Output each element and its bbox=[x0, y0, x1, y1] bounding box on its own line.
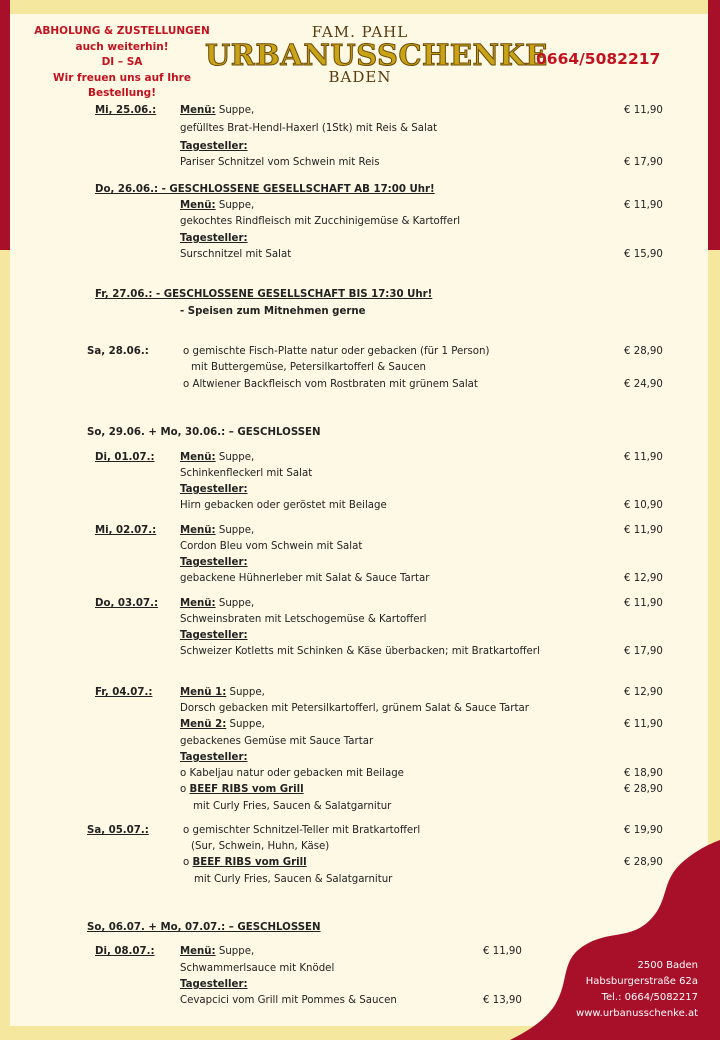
price: € 17,90 bbox=[624, 157, 663, 168]
price: € 11,90 bbox=[624, 200, 663, 211]
special-name: BEEF RIBS vom Grill bbox=[189, 784, 304, 795]
price: € 17,90 bbox=[624, 646, 663, 657]
special-item: o gemischte Fisch-Platte natur oder gebacken (für 1 Person) bbox=[183, 346, 490, 357]
price: € 15,90 bbox=[624, 249, 663, 260]
day-note: - Speisen zum Mitnehmen gerne bbox=[180, 306, 366, 317]
tagesteller-label: Tagesteller: bbox=[180, 630, 248, 641]
menu-label: Menü: bbox=[180, 105, 216, 116]
menu-soup: Suppe, bbox=[215, 525, 255, 536]
tagesteller-label: Tagesteller: bbox=[180, 557, 248, 568]
logo-family: FAM. PAHL bbox=[311, 23, 409, 41]
tagesteller-dish: Hirn gebacken oder geröstet mit Beilage bbox=[180, 500, 387, 511]
price: € 11,90 bbox=[624, 105, 663, 116]
tagesteller-label: Tagesteller: bbox=[180, 141, 248, 152]
tagesteller-dish bbox=[180, 783, 304, 796]
menu-soup: Suppe, bbox=[215, 105, 255, 116]
footer-website-link[interactable]: www.urbanusschenke.at bbox=[576, 1008, 698, 1019]
footer-street: Habsburgerstraße 62a bbox=[585, 976, 698, 987]
day-date: Fr, 27.06.: - GESCHLOSSENE GESELLSCHAFT BIS 17:30 Uhr! bbox=[95, 289, 433, 300]
price: € 24,90 bbox=[624, 379, 663, 390]
notice-line-3: DI – SA bbox=[101, 56, 143, 68]
tagesteller-dish: Schweizer Kotletts mit Schinken & Käse überbacken; mit Bratkartofferl bbox=[180, 646, 540, 657]
tagesteller-label: Tagesteller: bbox=[180, 979, 248, 990]
menu-dish: gebackenes Gemüse mit Sauce Tartar bbox=[180, 736, 374, 747]
menu-line bbox=[180, 597, 254, 610]
day-date: Di, 01.07.: bbox=[95, 452, 155, 463]
menu-label: Menü: bbox=[180, 598, 216, 609]
notice-line-1: ABHOLUNG & ZUSTELLUNGEN bbox=[34, 25, 210, 37]
menu-line bbox=[180, 718, 265, 731]
price: € 13,90 bbox=[483, 995, 522, 1006]
special-item bbox=[183, 856, 307, 869]
menu-label: Menü: bbox=[180, 525, 216, 536]
special-item-detail: (Sur, Schwein, Huhn, Käse) bbox=[191, 841, 330, 852]
corner-decoration-right bbox=[708, 0, 720, 250]
menu-soup: Suppe, bbox=[215, 598, 255, 609]
closed-notice: So, 06.07. + Mo, 07.07.: – GESCHLOSSEN bbox=[87, 922, 321, 933]
tagesteller-label: Tagesteller: bbox=[180, 752, 248, 763]
day-date: Do, 03.07.: bbox=[95, 598, 159, 609]
menu-line bbox=[180, 451, 254, 464]
menu-label: Menü: bbox=[180, 200, 216, 211]
special-item-detail: mit Buttergemüse, Petersilkartofferl & Saucen bbox=[191, 362, 426, 373]
special-item-detail: mit Curly Fries, Saucen & Salatgarnitur bbox=[193, 801, 392, 812]
footer-city: 2500 Baden bbox=[637, 960, 698, 971]
day-date: Sa, 05.07.: bbox=[87, 825, 149, 836]
logo-city: BADEN bbox=[328, 68, 392, 86]
tagesteller-dish: Surschnitzel mit Salat bbox=[180, 249, 292, 260]
contact-footer bbox=[576, 958, 698, 1022]
day-date: Mi, 25.06.: bbox=[95, 105, 157, 116]
price: € 28,90 bbox=[624, 346, 663, 357]
price: € 19,90 bbox=[624, 825, 663, 836]
tagesteller-dish: gebackene Hühnerleber mit Salat & Sauce Tartar bbox=[180, 573, 430, 584]
bullet: o bbox=[183, 857, 193, 868]
price: € 11,90 bbox=[483, 946, 522, 957]
logo-name: URBANUSSCHENKE bbox=[205, 38, 548, 72]
menu-soup: Suppe, bbox=[215, 946, 255, 957]
special-item-detail: mit Curly Fries, Saucen & Salatgarnitur bbox=[194, 874, 393, 885]
menu-soup: Suppe, bbox=[226, 687, 265, 698]
menu-soup: Suppe, bbox=[215, 200, 255, 211]
notice-line-4: Wir freuen uns auf Ihre Bestellung! bbox=[53, 71, 191, 99]
tagesteller-label: Tagesteller: bbox=[180, 233, 248, 244]
menu-dish: Cordon Bleu vom Schwein mit Salat bbox=[180, 541, 363, 552]
day-date: Fr, 04.07.: bbox=[95, 687, 153, 698]
day-date: Mi, 02.07.: bbox=[95, 525, 157, 536]
bullet: o bbox=[180, 784, 190, 795]
footer-phone[interactable]: Tel.: 0664/5082217 bbox=[601, 992, 698, 1003]
service-notice bbox=[22, 24, 222, 102]
menu-line bbox=[180, 686, 265, 699]
tagesteller-label: Tagesteller: bbox=[180, 484, 248, 495]
menu-soup: Suppe, bbox=[226, 719, 265, 730]
price: € 11,90 bbox=[624, 719, 663, 730]
tagesteller-dish: o Kabeljau natur oder gebacken mit Beilage bbox=[180, 768, 404, 779]
notice-line-2: auch weiterhin! bbox=[75, 40, 169, 53]
menu-dish: Schwammerlsauce mit Knödel bbox=[180, 963, 335, 974]
price: € 18,90 bbox=[624, 768, 663, 779]
price: € 28,90 bbox=[624, 857, 663, 868]
menu-line bbox=[180, 104, 254, 117]
price: € 11,90 bbox=[624, 452, 663, 463]
phone-number[interactable]: 0664/5082217 bbox=[536, 50, 661, 68]
menu-dish: Schinkenfleckerl mit Salat bbox=[180, 468, 313, 479]
menu-label: Menü: bbox=[180, 452, 216, 463]
menu-line bbox=[180, 945, 254, 958]
tagesteller-dish: Pariser Schnitzel vom Schwein mit Reis bbox=[180, 157, 380, 168]
menu-dish: Dorsch gebacken mit Petersilkartofferl, grünem Salat & Sauce Tartar bbox=[180, 703, 529, 714]
menu-label: Menü 2: bbox=[180, 719, 227, 730]
price: € 12,90 bbox=[624, 573, 663, 584]
price: € 12,90 bbox=[624, 687, 663, 698]
special-name: BEEF RIBS vom Grill bbox=[192, 857, 307, 868]
menu-soup: Suppe, bbox=[215, 452, 255, 463]
day-date: Do, 26.06.: - GESCHLOSSENE GESELLSCHAFT AB 17:00 Uhr! bbox=[95, 184, 435, 195]
price: € 11,90 bbox=[624, 525, 663, 536]
price: € 10,90 bbox=[624, 500, 663, 511]
corner-decoration-left bbox=[0, 0, 10, 250]
day-date: Di, 08.07.: bbox=[95, 946, 155, 957]
special-item: o gemischter Schnitzel-Teller mit Bratkartofferl bbox=[183, 825, 421, 836]
price: € 28,90 bbox=[624, 784, 663, 795]
restaurant-logo bbox=[205, 23, 548, 86]
menu-label: Menü 1: bbox=[180, 687, 227, 698]
day-date: Sa, 28.06.: bbox=[87, 346, 149, 357]
price: € 11,90 bbox=[624, 598, 663, 609]
menu-line bbox=[180, 524, 254, 537]
menu-dish: gekochtes Rindfleisch mit Zucchinigemüse & Kartofferl bbox=[180, 216, 461, 227]
menu-dish: gefülltes Brat-Hendl-Haxerl (1Stk) mit Reis & Salat bbox=[180, 123, 438, 134]
menu-dish: Schweinsbraten mit Letschogemüse & Kartofferl bbox=[180, 614, 427, 625]
menu-line bbox=[180, 199, 254, 212]
menu-label: Menü: bbox=[180, 946, 216, 957]
tagesteller-dish: Cevapcici vom Grill mit Pommes & Saucen bbox=[180, 995, 397, 1006]
special-item: o Altwiener Backfleisch vom Rostbraten mit grünem Salat bbox=[183, 379, 478, 390]
closed-notice: So, 29.06. + Mo, 30.06.: – GESCHLOSSEN bbox=[87, 427, 321, 438]
